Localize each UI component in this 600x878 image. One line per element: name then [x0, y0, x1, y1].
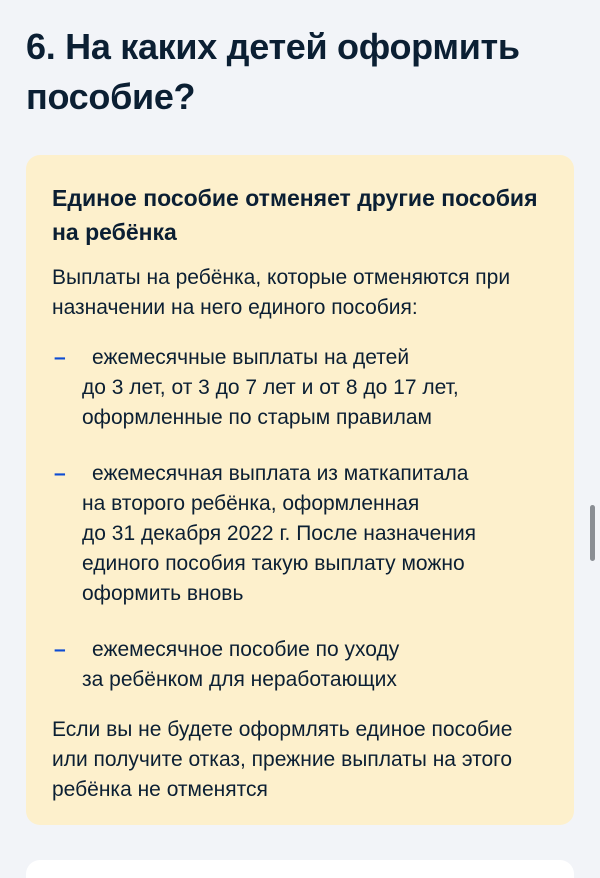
info-card-intro: Выплаты на ребёнка, которые отменяются при назначении на него единого пособия: [52, 266, 511, 319]
list-item-line: до 3 лет, от 3 до 7 лет и от 8 до 17 лет, [82, 376, 459, 399]
dash-bullet-icon: – [54, 346, 66, 369]
list-item-line: ежемесячная выплата из маткапитала [92, 462, 469, 485]
scrollbar-thumb[interactable] [590, 505, 595, 561]
list-item [52, 343, 548, 433]
dash-bullet-icon: – [54, 462, 66, 485]
next-card [26, 860, 574, 878]
list-item-line: оформить вновь [82, 582, 244, 605]
benefit-list [52, 343, 548, 695]
list-item-line: за ребёнком для неработающих [82, 668, 397, 691]
dash-bullet-icon: – [54, 638, 66, 661]
info-card [26, 155, 574, 825]
list-item [52, 459, 548, 609]
list-item-line: единого пособия такую выплату можно [82, 552, 465, 575]
list-item-line: ежемесячное пособие по уходу [92, 638, 400, 661]
list-item-line: ежемесячные выплаты на детей [92, 346, 410, 369]
info-card-footer: Если вы не будете оформлять единое пособие или получите отказ, прежние выплаты на этого ребёнка не отменятся [52, 718, 513, 801]
list-item-line: оформленные по старым правилам [82, 406, 432, 429]
list-item [52, 635, 548, 695]
list-item-line: на второго ребёнка, оформленная [82, 492, 420, 515]
section-heading: 6. На каких детей оформить пособие? [26, 26, 520, 117]
list-item-line: до 31 декабря 2022 г. После назначения [82, 522, 477, 545]
info-card-title: Единое пособие отменяет другие пособия на ребёнка [52, 185, 538, 245]
